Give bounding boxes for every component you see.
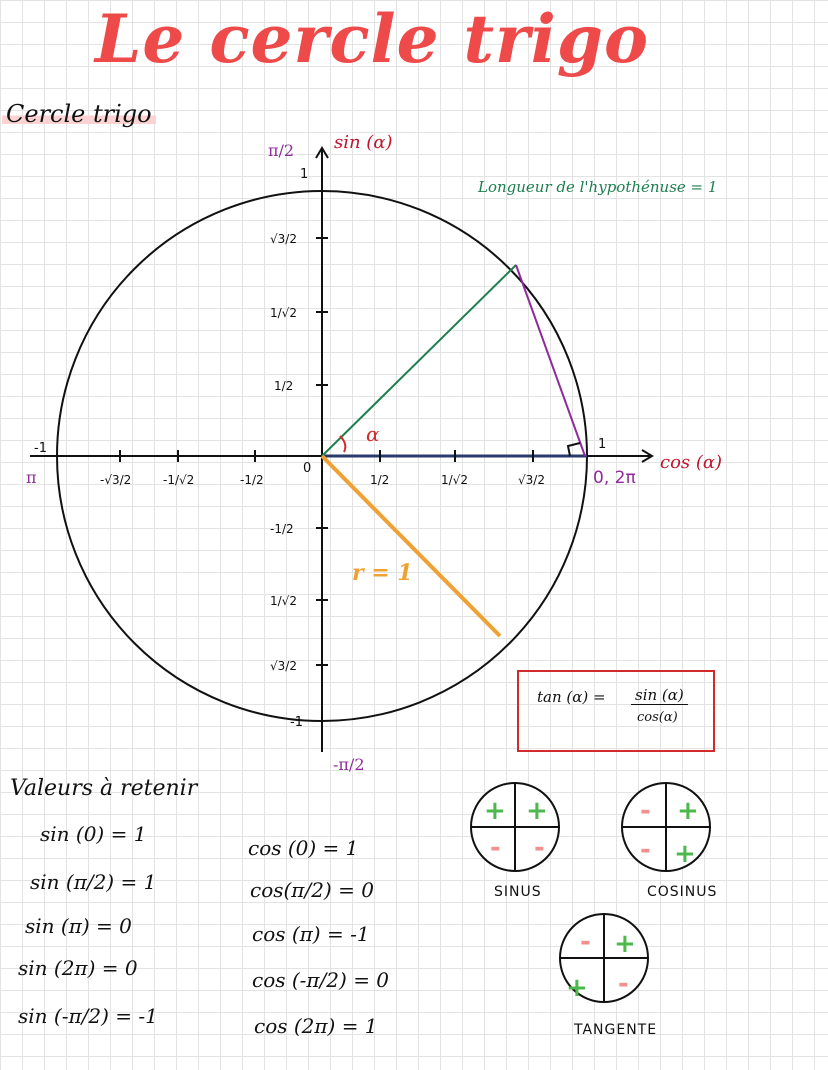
sign-q4: - <box>534 833 545 863</box>
cos-axis-label: cos (α) <box>660 452 723 473</box>
y-tick-label: √3/2 <box>270 659 297 673</box>
hypotenuse-line <box>322 265 516 456</box>
right-angle-mark <box>568 443 580 456</box>
y-tick-label: 1/2 <box>274 379 294 393</box>
y-tick-label: √3/2 <box>270 232 297 246</box>
x-tick-label: √3/2 <box>518 473 545 487</box>
sin-value: sin (0) = 1 <box>40 822 147 846</box>
x-tick-label: -1/√2 <box>163 473 195 487</box>
sign-q4: - <box>618 969 629 999</box>
x-tick-label: 1/√2 <box>441 473 468 487</box>
cos-value: cos (2π) = 1 <box>254 1014 378 1038</box>
bottom-value-label: -1 <box>290 715 303 730</box>
sin-axis-label: sin (α) <box>334 132 393 153</box>
right-value-label: 1 <box>598 437 607 452</box>
sign-q1: + <box>614 929 636 959</box>
cos-value: cos (π) = -1 <box>252 922 370 946</box>
x-tick-label: 1/2 <box>370 473 390 487</box>
tan-formula-lhs: tan (α) = <box>537 688 606 706</box>
angle-label: α <box>366 422 380 446</box>
sin-value: sin (π) = 0 <box>25 914 132 938</box>
sign-q2: - <box>640 796 651 826</box>
x-tick-label: -1/2 <box>240 473 264 487</box>
left-angle-label: π <box>26 468 37 487</box>
right-angle-label: 0, 2π <box>593 468 636 488</box>
sign-q2: + <box>484 796 506 826</box>
sign-q1: + <box>677 796 699 826</box>
opposite-line <box>516 265 585 456</box>
tangente-label: TANGENTE <box>574 1022 658 1038</box>
cosinus-label: COSINUS <box>647 884 718 900</box>
origin-label: 0 <box>303 461 312 476</box>
page-title: Le cercle trigo <box>95 0 650 78</box>
sign-q1: + <box>526 796 548 826</box>
sign-q3: - <box>490 833 501 863</box>
radius-line <box>322 456 500 636</box>
hypotenuse-note: Longueur de l'hypothénuse = 1 <box>478 178 718 196</box>
values-heading: Valeurs à retenir <box>10 776 198 801</box>
sin-value: sin (π/2) = 1 <box>30 870 157 894</box>
y-tick-label: 1/√2 <box>270 306 297 320</box>
tan-formula-denominator: cos(α) <box>637 710 678 725</box>
sin-value: sin (-π/2) = -1 <box>18 1004 158 1028</box>
tan-formula-numerator: sin (α) <box>631 686 688 705</box>
top-angle-label: π/2 <box>268 141 295 160</box>
sign-q3: + <box>566 973 588 1003</box>
sign-q3: - <box>640 835 651 865</box>
sign-diagram-tangente <box>560 914 648 1003</box>
sign-q4: + <box>674 839 696 869</box>
top-value-label: 1 <box>300 167 309 182</box>
y-tick-label: -1/2 <box>270 522 294 536</box>
section-heading: Cercle trigo <box>2 100 156 128</box>
cos-value: cos (-π/2) = 0 <box>252 968 390 992</box>
radius-label: r = 1 <box>352 560 413 586</box>
left-value-label: -1 <box>34 441 47 456</box>
tan-formula-box <box>517 670 715 752</box>
sign-q2: - <box>580 927 591 957</box>
cos-value: cos(π/2) = 0 <box>250 878 374 902</box>
bottom-angle-label: -π/2 <box>333 755 365 774</box>
sinus-label: SINUS <box>494 884 542 900</box>
sign-diagram-sinus <box>471 783 559 871</box>
cos-value: cos (0) = 1 <box>248 836 359 860</box>
sign-diagram-cosinus <box>622 783 710 871</box>
x-tick-label: -√3/2 <box>100 473 132 487</box>
sin-value: sin (2π) = 0 <box>18 956 138 980</box>
y-tick-label: 1/√2 <box>270 594 297 608</box>
